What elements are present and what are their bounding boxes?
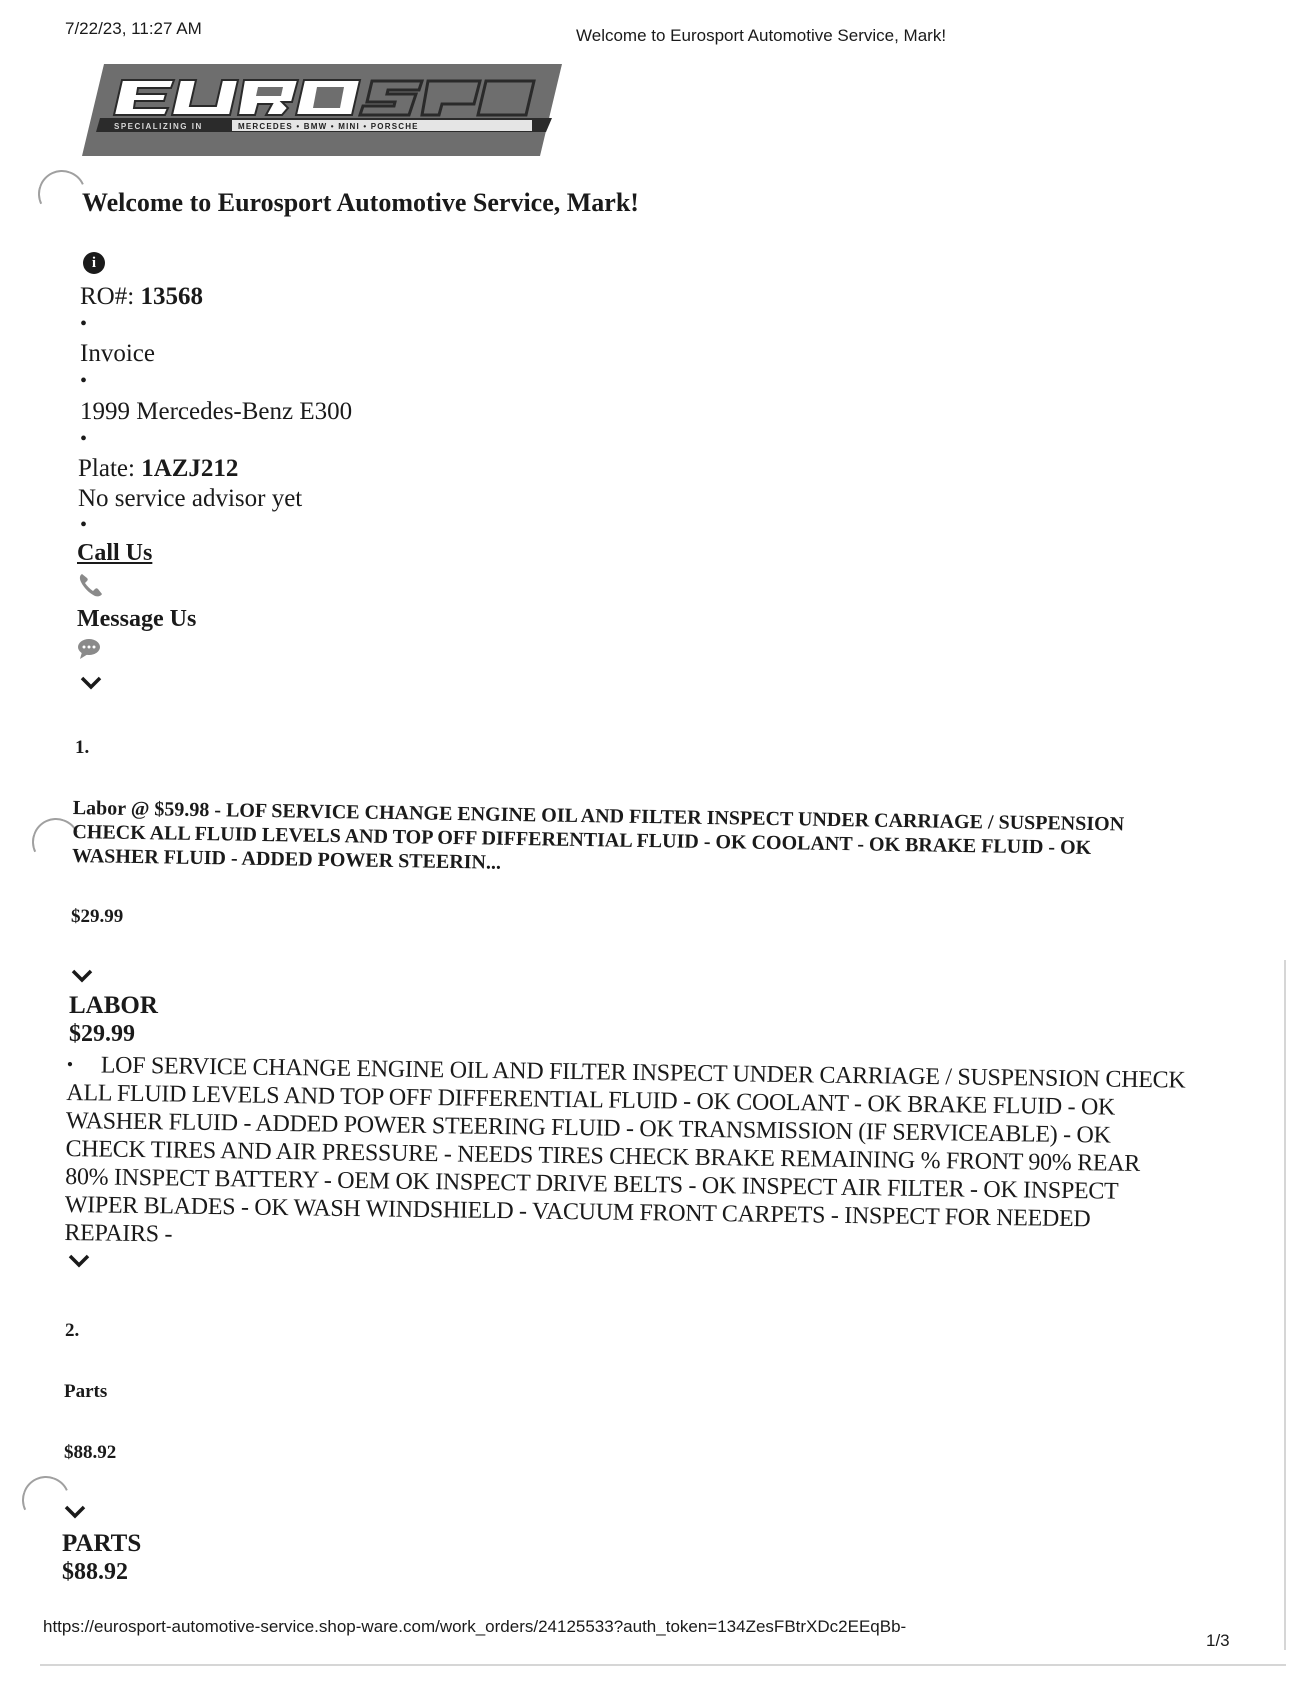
item-title[interactable]: Parts — [64, 1381, 108, 1402]
page-title: Welcome to Eurosport Automotive Service, Mark! — [82, 188, 639, 217]
message-us-link[interactable]: Message Us — [77, 606, 197, 632]
svg-text:MERCEDES • BMW • MINI • PORSCH: MERCEDES • BMW • MINI • PORSCHE — [238, 122, 419, 131]
chevron-down-icon[interactable] — [71, 969, 93, 983]
print-page-title: Welcome to Eurosport Automotive Service, Mark! — [576, 26, 947, 45]
labor-description — [64, 1050, 1187, 1263]
ro-label: RO#: — [80, 283, 135, 310]
bullet: • — [80, 313, 88, 335]
section-price: $88.92 — [62, 1559, 128, 1585]
print-datetime: 7/22/23, 11:27 AM — [65, 19, 202, 38]
order-status: Invoice — [80, 340, 155, 367]
section-heading: PARTS — [62, 1530, 142, 1557]
chevron-down-icon[interactable] — [64, 1505, 86, 1519]
chevron-down-icon[interactable] — [68, 1254, 90, 1268]
item-number: 1. — [75, 737, 90, 758]
bullet: • — [66, 1053, 73, 1075]
call-us-link[interactable]: Call Us — [77, 540, 153, 566]
svg-text:SPECIALIZING IN: SPECIALIZING IN — [114, 122, 203, 131]
page-edge — [40, 1664, 1286, 1666]
page-number: 1/3 — [1206, 1631, 1230, 1650]
phone-icon[interactable] — [77, 571, 105, 599]
bullet: • — [80, 514, 88, 536]
bullet: • — [80, 370, 88, 392]
labor-description-text: LOF SERVICE CHANGE ENGINE OIL AND FILTER INSPECT UNDER CARRIAGE / SUSPENSION CHECK ALL FLUID LEVELS AND TOP OFF DIFFERENTIAL FLUID - OK COOLANT - OK BRAKE FLUID - OK WASHER FLUID - ADDED POWER STEERING FLUID - OK TRANSMISSION (IF SERVICEABLE) - OK CHECK TIRES AND AIR PRESSURE - NEEDS TIRES CHECK BRAKE REMAINING % FRONT 90% REAR 80% INSPECT BATTERY - OEM OK INSPECT DRIVE BELTS - OK INSPECT AIR FILTER - OK INSPECT WIPER BLADES - OK WASH WINDSHIELD - VACUUM FRONT CARPETS - INSPECT FOR NEEDED REPAIRS - — [64, 1052, 1186, 1248]
plate-label: Plate: — [78, 455, 135, 482]
info-icon[interactable]: i — [83, 252, 105, 274]
plate-number: 1AZJ212 — [141, 455, 239, 482]
item-price: $29.99 — [71, 906, 124, 927]
item-title[interactable]: Labor @ $59.98 - LOF SERVICE CHANGE ENGINE OIL AND FILTER INSPECT UNDER CARRIAGE / SUSPENSION CHECK ALL FLUID LEVELS AND TOP OFF DIFFERENTIAL FLUID - OK COOLANT - OK BRAKE FLUID - OK WASHER FLUID - ADDED POWER STEERIN... — [71, 796, 1125, 874]
service-advisor: No service advisor yet — [78, 485, 303, 512]
logo-brand — [82, 64, 562, 156]
item-price: $88.92 — [64, 1442, 117, 1463]
item-number: 2. — [65, 1320, 80, 1341]
print-url: https://eurosport-automotive-service.shop-ware.com/work_orders/24125533?auth_token=134ZesFBtrXDc2EEqBb- — [43, 1617, 907, 1636]
plate-line — [78, 455, 238, 483]
chevron-down-icon[interactable] — [80, 676, 102, 690]
chat-icon[interactable] — [77, 638, 101, 660]
vehicle-name: 1999 Mercedes-Benz E300 — [80, 398, 353, 425]
ro-number-line — [80, 283, 203, 311]
section-price: $29.99 — [69, 1021, 135, 1047]
section-heading: LABOR — [69, 992, 158, 1019]
eurosport-logo[interactable] — [82, 64, 562, 156]
page-edge — [1284, 960, 1286, 1650]
bullet: • — [80, 428, 88, 450]
scan-artifact — [15, 1469, 77, 1531]
ro-number: 13568 — [140, 283, 203, 310]
